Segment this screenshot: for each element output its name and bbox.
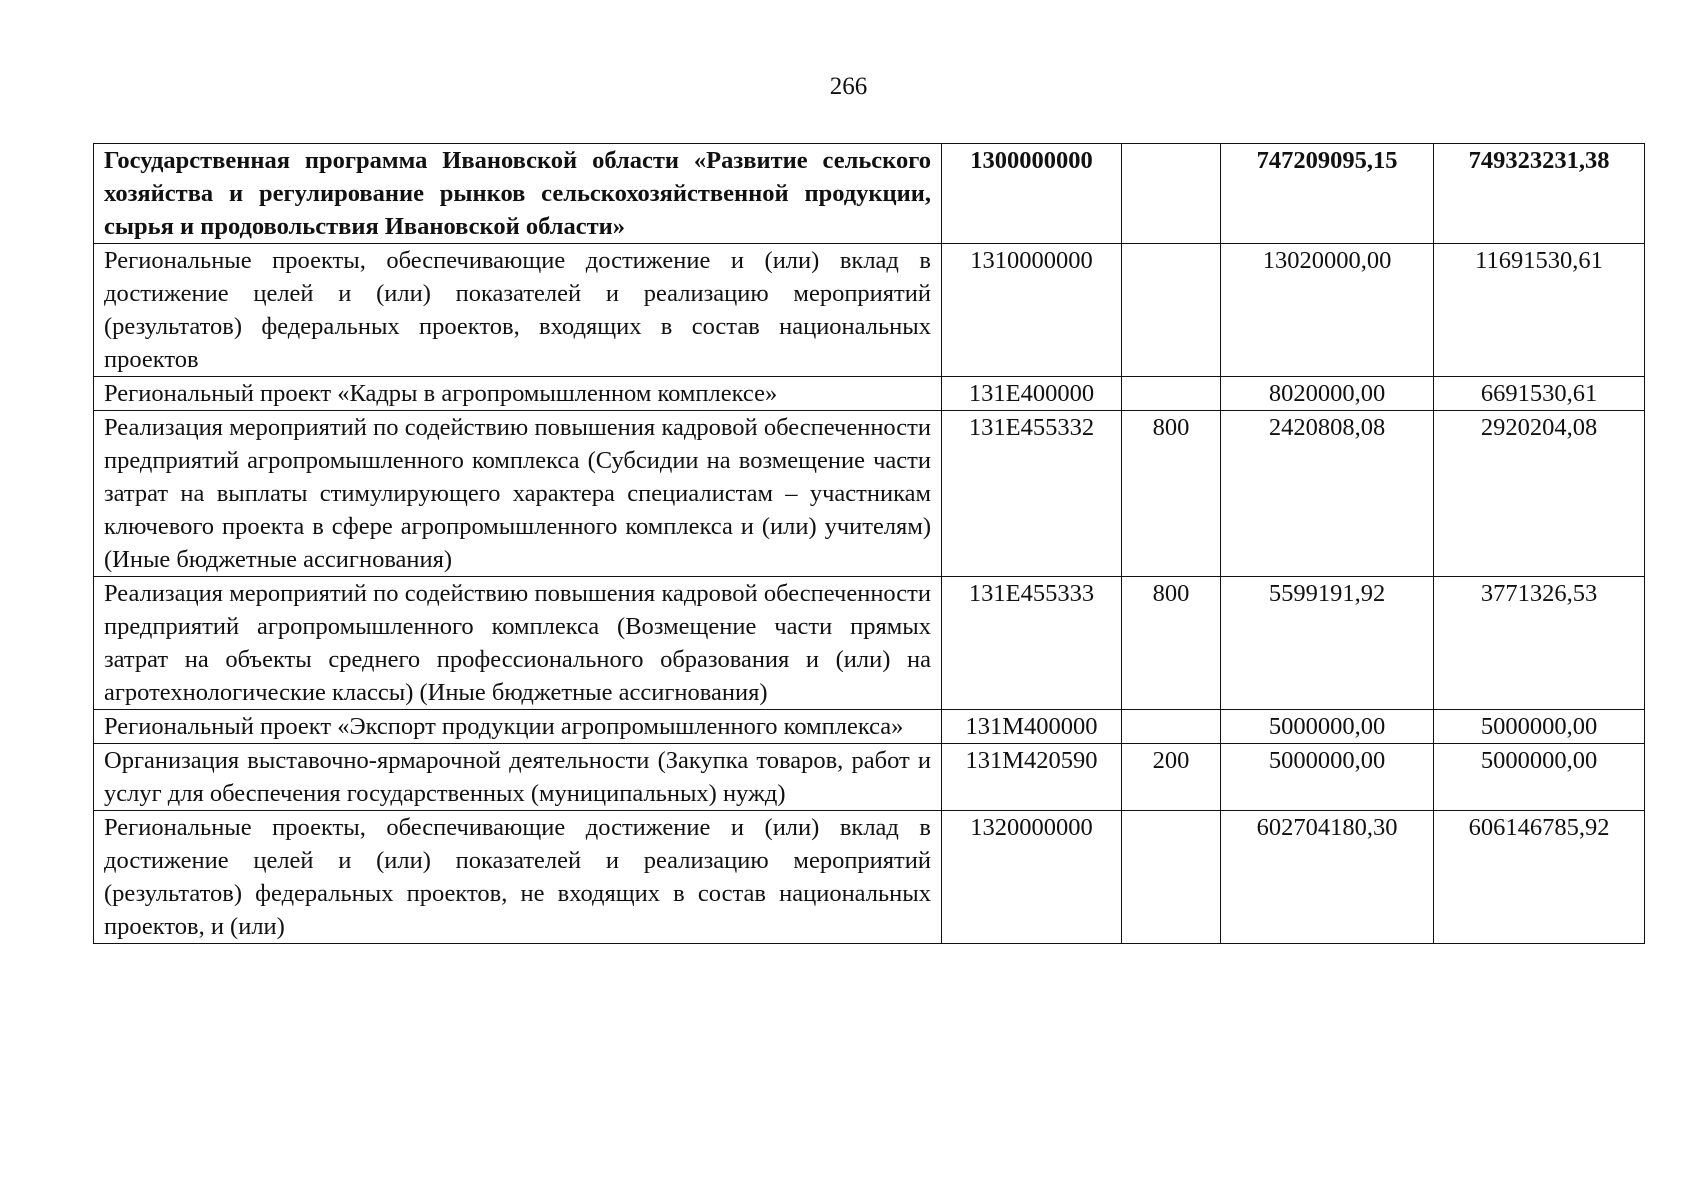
- row-name: Региональный проект «Кадры в агропромышленном комплексе»: [94, 377, 942, 411]
- row-expense-type: 800: [1122, 577, 1221, 710]
- row-code: 131М400000: [942, 710, 1122, 744]
- table-row: [94, 710, 1645, 744]
- row-name: Реализация мероприятий по содействию повышения кадровой обеспеченности предприятий агропромышленного комплекса (Возмещение части прямых затрат на объекты среднего профессионального образования и (или) на агротехнологические классы) (Иные бюджетные ассигнования): [94, 577, 942, 710]
- row-amount-year2: 3771326,53: [1434, 577, 1645, 710]
- table-row: [94, 377, 1645, 411]
- row-code: 1310000000: [942, 244, 1122, 377]
- row-expense-type: 800: [1122, 411, 1221, 577]
- row-expense-type: [1122, 811, 1221, 944]
- row-code: 131Е455333: [942, 577, 1122, 710]
- row-amount-year1: 602704180,30: [1221, 811, 1434, 944]
- table-row: [94, 411, 1645, 577]
- row-name: Региональные проекты, обеспечивающие достижение и (или) вклад в достижение целей и (или) показателей и реализацию мероприятий (результатов) федеральных проектов, не входящих в состав национальных проектов, и (или): [94, 811, 942, 944]
- row-name: Государственная программа Ивановской области «Развитие сельского хозяйства и регулирование рынков сельскохозяйственной продукции, сырья и продовольствия Ивановской области»: [94, 144, 942, 244]
- table-row: [94, 811, 1645, 944]
- row-amount-year1: 747209095,15: [1221, 144, 1434, 244]
- row-name: Организация выставочно-ярмарочной деятельности (Закупка товаров, работ и услуг для обеспечения государственных (муниципальных) нужд): [94, 744, 942, 811]
- budget-table: [93, 143, 1645, 944]
- row-name: Региональный проект «Экспорт продукции агропромышленного комплекса»: [94, 710, 942, 744]
- row-expense-type: 200: [1122, 744, 1221, 811]
- row-amount-year1: 2420808,08: [1221, 411, 1434, 577]
- row-name: Региональные проекты, обеспечивающие достижение и (или) вклад в достижение целей и (или) показателей и реализацию мероприятий (результатов) федеральных проектов, входящих в состав национальных проектов: [94, 244, 942, 377]
- row-amount-year2: 5000000,00: [1434, 744, 1645, 811]
- row-code: 1320000000: [942, 811, 1122, 944]
- row-expense-type: [1122, 377, 1221, 411]
- row-expense-type: [1122, 244, 1221, 377]
- row-expense-type: [1122, 710, 1221, 744]
- table-row: [94, 144, 1645, 244]
- row-code: 131Е455332: [942, 411, 1122, 577]
- table-row: [94, 744, 1645, 811]
- row-code: 131Е400000: [942, 377, 1122, 411]
- row-amount-year1: 5000000,00: [1221, 744, 1434, 811]
- row-amount-year2: 606146785,92: [1434, 811, 1645, 944]
- row-code: 131М420590: [942, 744, 1122, 811]
- page-number: 266: [829, 73, 868, 100]
- row-amount-year1: 5599191,92: [1221, 577, 1434, 710]
- row-amount-year2: 2920204,08: [1434, 411, 1645, 577]
- row-amount-year1: 5000000,00: [1221, 710, 1434, 744]
- row-amount-year1: 13020000,00: [1221, 244, 1434, 377]
- table-row: [94, 244, 1645, 377]
- row-amount-year2: 11691530,61: [1434, 244, 1645, 377]
- row-expense-type: [1122, 144, 1221, 244]
- row-amount-year1: 8020000,00: [1221, 377, 1434, 411]
- row-name: Реализация мероприятий по содействию повышения кадровой обеспеченности предприятий агропромышленного комплекса (Субсидии на возмещение части затрат на выплаты стимулирующего характера специалистам – участникам ключевого проекта в сфере агропромышленного комплекса и (или) учителям) (Иные бюджетные ассигнования): [94, 411, 942, 577]
- row-amount-year2: 749323231,38: [1434, 144, 1645, 244]
- row-code: 1300000000: [942, 144, 1122, 244]
- row-amount-year2: 5000000,00: [1434, 710, 1645, 744]
- row-amount-year2: 6691530,61: [1434, 377, 1645, 411]
- table-row: [94, 577, 1645, 710]
